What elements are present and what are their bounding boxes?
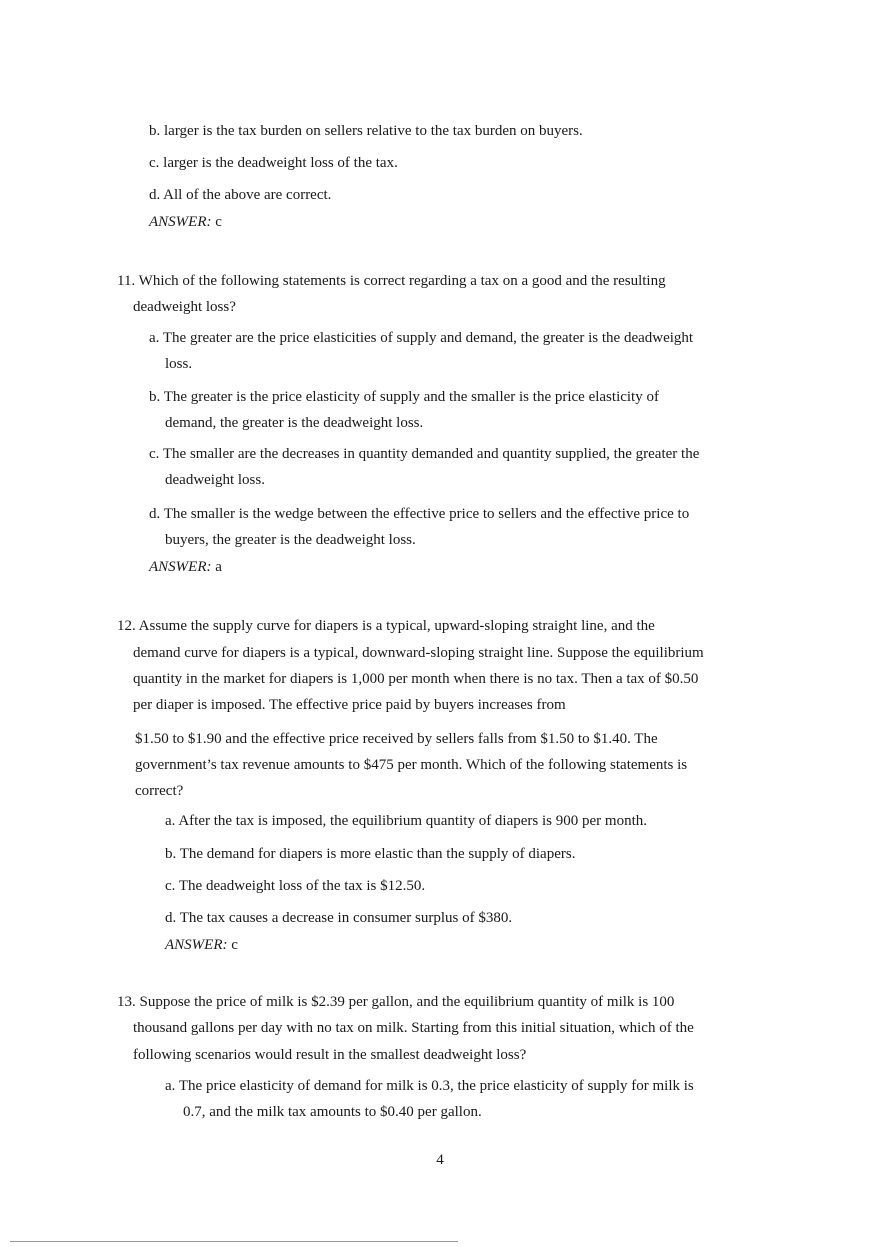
q13-stem-line: following scenarios would result in the smallest deadweight loss? (133, 1047, 527, 1063)
q11-stem-line: 11. Which of the following statements is correct regarding a tax on a good and the resulting (117, 273, 666, 289)
q12-stem-line: correct? (135, 783, 184, 799)
q12-stem-line: $1.50 to $1.90 and the effective price received by sellers falls from $1.50 to $1.40. The (135, 731, 658, 747)
q10-option-b: b. larger is the tax burden on sellers relative to the tax burden on buyers. (149, 123, 583, 139)
q11-stem-line: deadweight loss? (133, 299, 236, 315)
q12-stem-line: per diaper is imposed. The effective price paid by buyers increases from (133, 697, 566, 713)
q10-option-c: c. larger is the deadweight loss of the tax. (149, 155, 398, 171)
q13-stem-line: 13. Suppose the price of milk is $2.39 per gallon, and the equilibrium quantity of milk is 100 (117, 994, 675, 1010)
q11-option-b-line: b. The greater is the price elasticity of supply and the smaller is the price elasticity of (149, 389, 659, 405)
q11-option-a-line: loss. (165, 356, 193, 372)
q12-option-a: a. After the tax is imposed, the equilibrium quantity of diapers is 900 per month. (165, 813, 647, 829)
footer-divider (10, 1241, 458, 1242)
q11-option-d-line: buyers, the greater is the deadweight loss. (165, 532, 416, 548)
q11-option-c-line: deadweight loss. (165, 472, 265, 488)
answer-value: c (231, 937, 238, 953)
q12-stem-line: quantity in the market for diapers is 1,000 per month when there is no tax. Then a tax of $0.50 (133, 671, 699, 687)
q11-option-b-line: demand, the greater is the deadweight loss. (165, 415, 424, 431)
q12-stem-line: 12. Assume the supply curve for diapers is a typical, upward-sloping straight line, and the (117, 618, 655, 634)
q12-answer (165, 935, 238, 955)
q11-option-d-line: d. The smaller is the wedge between the effective price to sellers and the effective price to (149, 506, 690, 522)
q13-stem-line: thousand gallons per day with no tax on milk. Starting from this initial situation, which of the (133, 1020, 694, 1036)
q11-option-c-line: c. The smaller are the decreases in quantity demanded and quantity supplied, the greater the (149, 446, 700, 462)
q11-option-a-line: a. The greater are the price elasticities of supply and demand, the greater is the deadweight (149, 330, 694, 346)
q12-option-b: b. The demand for diapers is more elastic than the supply of diapers. (165, 846, 576, 862)
q10-answer (149, 212, 222, 232)
q13-option-a-line: 0.7, and the milk tax amounts to $0.40 per gallon. (183, 1104, 482, 1120)
answer-label: ANSWER: (165, 937, 228, 953)
q12-option-d: d. The tax causes a decrease in consumer surplus of $380. (165, 910, 513, 926)
q10-option-d: d. All of the above are correct. (149, 187, 332, 203)
q12-option-c: c. The deadweight loss of the tax is $12.50. (165, 878, 426, 894)
answer-value: c (215, 214, 222, 230)
q11-answer (149, 557, 222, 577)
q12-stem-line: government’s tax revenue amounts to $475 per month. Which of the following statements is (135, 757, 688, 773)
q13-option-a-line: a. The price elasticity of demand for milk is 0.3, the price elasticity of supply for milk is (165, 1078, 694, 1094)
answer-label: ANSWER: (149, 214, 212, 230)
answer-value: a (215, 559, 222, 575)
q12-stem-line: demand curve for diapers is a typical, downward-sloping straight line. Suppose the equilibrium (133, 645, 704, 661)
page-number: 4 (436, 1152, 444, 1168)
answer-label: ANSWER: (149, 559, 212, 575)
